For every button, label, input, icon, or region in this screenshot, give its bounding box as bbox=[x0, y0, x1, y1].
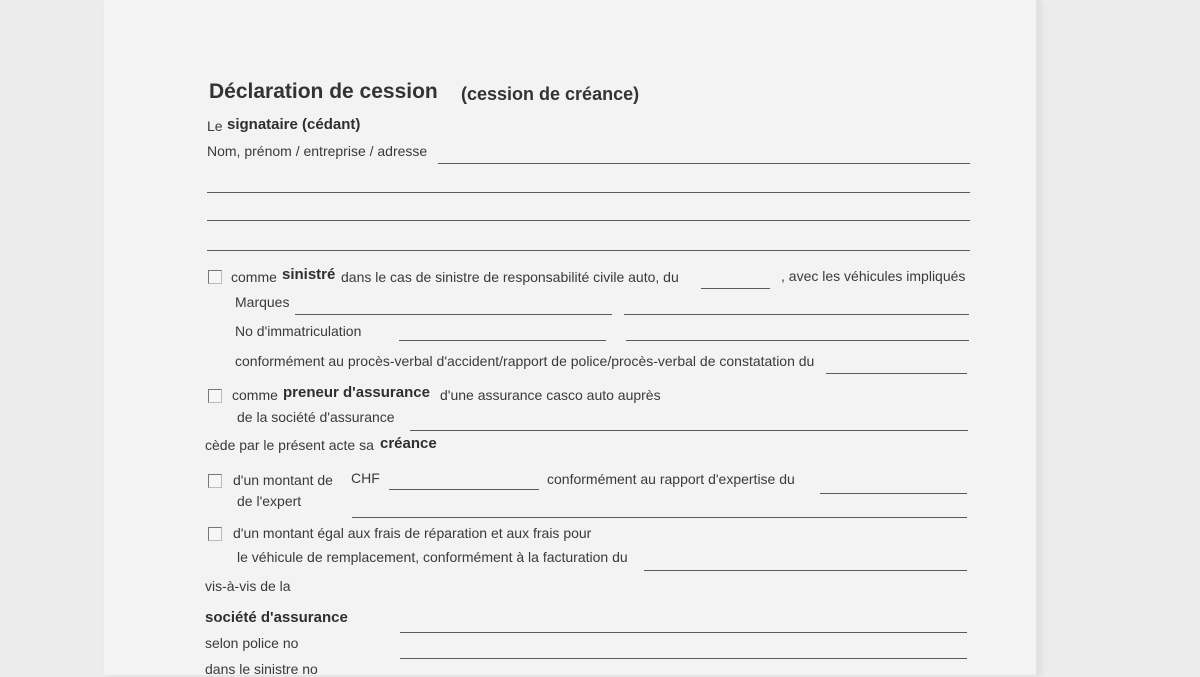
cede-keyword: créance bbox=[380, 435, 437, 452]
name-address-line-2[interactable] bbox=[207, 192, 970, 193]
replacement-vehicle-label: le véhicule de remplacement, conformément à la facturation du bbox=[237, 549, 628, 565]
victim-pre: comme bbox=[231, 269, 277, 285]
policy-number-label: selon police no bbox=[205, 635, 299, 651]
victim-checkbox[interactable] bbox=[208, 270, 222, 284]
invoice-date-line[interactable] bbox=[644, 570, 967, 571]
expert-label: de l'expert bbox=[237, 493, 302, 509]
accident-date-line[interactable] bbox=[701, 288, 770, 289]
victim-description: dans le cas de sinistre de responsabilité civile auto, du bbox=[341, 269, 679, 285]
name-address-line-4[interactable] bbox=[207, 250, 970, 251]
expertise-date-line[interactable] bbox=[820, 493, 967, 494]
policyholder-pre: comme bbox=[232, 387, 278, 403]
insurer-label: société d'assurance bbox=[205, 609, 348, 626]
form-title: Déclaration de cession bbox=[209, 80, 438, 103]
brand-line-1[interactable] bbox=[295, 314, 612, 315]
name-address-line-1[interactable] bbox=[438, 163, 970, 164]
policy-number-line[interactable] bbox=[400, 658, 967, 659]
form-subtitle: (cession de créance) bbox=[461, 84, 640, 104]
name-address-label: Nom, prénom / entreprise / adresse bbox=[207, 143, 428, 159]
amount-label: d'un montant de bbox=[233, 472, 333, 488]
insurer-line[interactable] bbox=[400, 632, 967, 633]
amount-line[interactable] bbox=[389, 489, 539, 490]
amount-checkbox[interactable] bbox=[208, 474, 222, 488]
brand-line-2[interactable] bbox=[624, 314, 969, 315]
expertise-report-label: conformément au rapport d'expertise du bbox=[547, 471, 795, 487]
repair-checkbox[interactable] bbox=[208, 527, 222, 541]
report-date-line[interactable] bbox=[826, 373, 967, 374]
policyholder-keyword: preneur d'assurance bbox=[283, 384, 430, 401]
policyholder-checkbox[interactable] bbox=[208, 389, 222, 403]
name-address-line-3[interactable] bbox=[207, 220, 970, 221]
plate-line-1[interactable] bbox=[399, 340, 606, 341]
vis-a-vis-text: vis-à-vis de la bbox=[205, 578, 291, 594]
signatory-prefix: Le bbox=[207, 118, 223, 134]
expert-line[interactable] bbox=[352, 517, 967, 518]
report-label: conformément au procès-verbal d'accident/rapport de police/procès-verbal de constatation du bbox=[235, 353, 815, 369]
claim-number-label: dans le sinistre no bbox=[205, 661, 318, 677]
plate-label: No d'immatriculation bbox=[235, 323, 362, 339]
brands-label: Marques bbox=[235, 294, 290, 310]
insurer-company-label: de la société d'assurance bbox=[237, 409, 395, 425]
victim-keyword: sinistré bbox=[282, 266, 336, 283]
repair-label: d'un montant égal aux frais de réparation et aux frais pour bbox=[233, 525, 592, 541]
victim-vehicles-label: , avec les véhicules impliqués bbox=[781, 268, 966, 284]
policyholder-description: d'une assurance casco auto auprès bbox=[440, 387, 661, 403]
paper-edge bbox=[1036, 0, 1040, 675]
cede-text: cède par le présent acte sa bbox=[205, 437, 374, 453]
signatory-label: signataire (cédant) bbox=[227, 116, 361, 133]
insurer-company-line[interactable] bbox=[410, 430, 968, 431]
currency-label: CHF bbox=[351, 470, 380, 486]
plate-line-2[interactable] bbox=[626, 340, 969, 341]
